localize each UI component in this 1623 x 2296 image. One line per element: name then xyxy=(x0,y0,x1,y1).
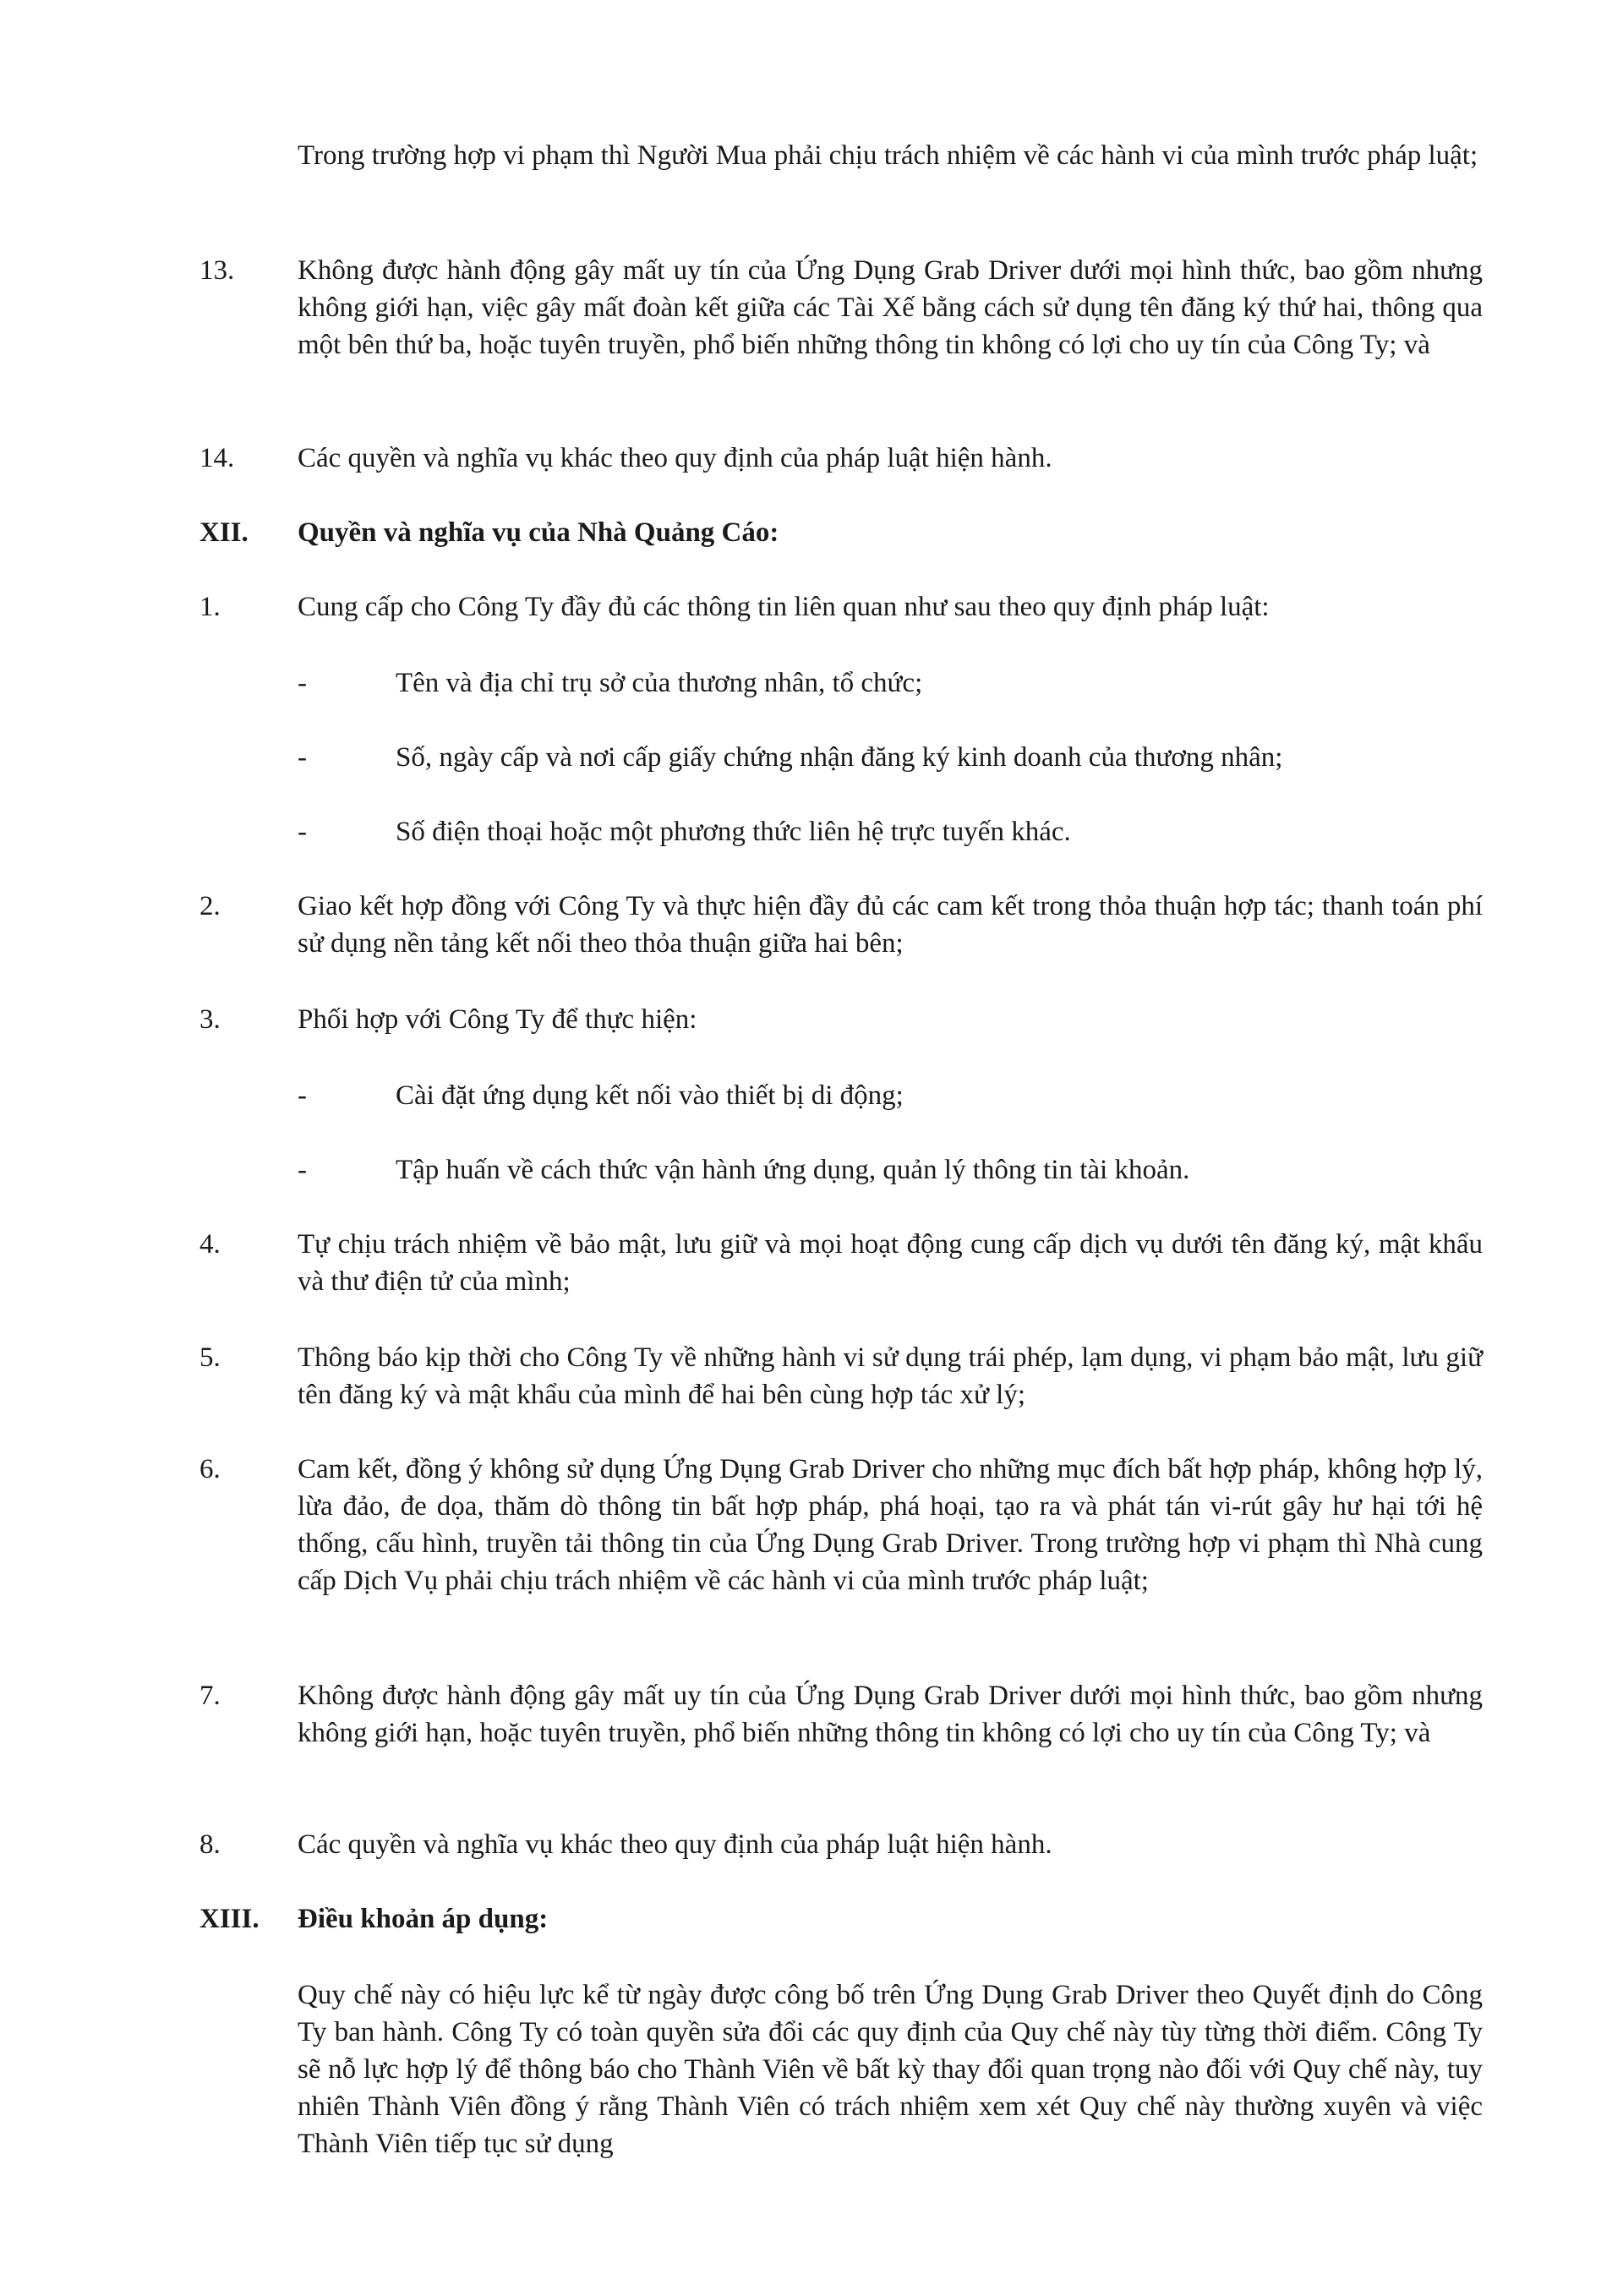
section-heading-xii xyxy=(199,514,1483,551)
item-number: 14. xyxy=(199,443,235,473)
item-text: Không được hành động gây mất uy tín của Ứng Dụng Grab Driver dưới mọi hình thức, bao gồm nhưng không giới hạn, hoặc tuyên truyền, phổ biến những thông tin không có lợi cho uy tín của Công Ty; và xyxy=(298,1681,1483,1748)
list-item-2 xyxy=(199,888,1483,962)
item-text: Thông báo kịp thời cho Công Ty về những hành vi sử dụng trái phép, lạm dụng, vi phạm bảo mật, lưu giữ tên đăng ký và mật khẩu của mình để hai bên cùng hợp tác xử lý; xyxy=(298,1342,1483,1410)
sub-item xyxy=(298,813,1483,850)
sub-item-text: Số điện thoại hoặc một phương thức liên hệ trực tuyến khác. xyxy=(396,817,1071,847)
item-text: Không được hành động gây mất uy tín của Ứng Dụng Grab Driver dưới mọi hình thức, bao gồm nhưng không giới hạn, việc gây mất đoàn kết giữa các Tài Xế bằng cách sử dụng tên đăng ký thứ hai, thông qua một bên thứ ba, hoặc tuyên truyền, phổ biến những thông tin không có lợi cho uy tín của Công Ty; và xyxy=(298,255,1483,360)
sub-item xyxy=(298,1077,1483,1114)
list-item-3 xyxy=(199,1001,1483,1038)
item-number: 4. xyxy=(199,1229,221,1260)
item-text: Các quyền và nghĩa vụ khác theo quy định của pháp luật hiện hành. xyxy=(298,443,1052,473)
item-text: Tự chịu trách nhiệm về bảo mật, lưu giữ và mọi hoạt động cung cấp dịch vụ dưới tên đăng ký, mật khẩu và thư điện tử của mình; xyxy=(298,1229,1483,1297)
dash-marker: - xyxy=(298,1080,307,1111)
list-item-14 xyxy=(199,440,1483,477)
list-item-7 xyxy=(199,1677,1483,1752)
item-number: 7. xyxy=(199,1681,221,1711)
item-text: Cung cấp cho Công Ty đầy đủ các thông tin liên quan như sau theo quy định pháp luật: xyxy=(298,592,1270,622)
sub-item xyxy=(298,664,1483,702)
dash-marker: - xyxy=(298,742,307,773)
item-text: Cam kết, đồng ý không sử dụng Ứng Dụng Grab Driver cho những mục đích bất hợp pháp, không hợp lý, lừa đảo, đe dọa, thăm dò thông tin bất hợp pháp, phá hoại, tạo ra và phát tán vi-rút gây hư hại tới hệ thống, cấu hình, truyền tải thông tin của Ứng Dụng Grab Driver. Trong trường hợp vi phạm thì Nhà cung cấp Dịch Vụ phải chịu trách nhiệm về các hành vi của mình trước pháp luật; xyxy=(298,1454,1483,1596)
section-title: Điều khoản áp dụng: xyxy=(298,1904,549,1934)
list-item-4 xyxy=(199,1226,1483,1300)
item-number: 5. xyxy=(199,1342,221,1373)
section-number: XII. xyxy=(199,517,249,548)
list-item-8 xyxy=(199,1826,1483,1863)
section-number: XIII. xyxy=(199,1904,260,1934)
sub-item-text: Cài đặt ứng dụng kết nối vào thiết bị di động; xyxy=(396,1080,904,1111)
sub-item xyxy=(298,739,1483,776)
dash-marker: - xyxy=(298,817,307,847)
item-text: Phối hợp với Công Ty để thực hiện: xyxy=(298,1004,697,1035)
item-text: Các quyền và nghĩa vụ khác theo quy định của pháp luật hiện hành. xyxy=(298,1829,1052,1860)
sub-item-text: Tập huấn về cách thức vận hành ứng dụng, quản lý thông tin tài khoản. xyxy=(396,1155,1190,1185)
list-item-6 xyxy=(199,1451,1483,1599)
section-title: Quyền và nghĩa vụ của Nhà Quảng Cáo: xyxy=(298,517,779,548)
sub-item-text: Số, ngày cấp và nơi cấp giấy chứng nhận đăng ký kinh doanh của thương nhân; xyxy=(396,742,1283,773)
dash-marker: - xyxy=(298,1155,307,1185)
item-number: 2. xyxy=(199,891,221,921)
list-item-5 xyxy=(199,1339,1483,1413)
item-number: 8. xyxy=(199,1829,221,1860)
item-number: 6. xyxy=(199,1454,221,1484)
list-item-13 xyxy=(199,252,1483,364)
intro-paragraph: Trong trường hợp vi phạm thì Người Mua phải chịu trách nhiệm về các hành vi của mình trước pháp luật; xyxy=(298,140,1478,171)
section-xiii-body: Quy chế này có hiệu lực kể từ ngày được công bố trên Ứng Dụng Grab Driver theo Quyết định do Công Ty ban hành. Công Ty có toàn quyền sửa đổi các quy định của Quy chế này tùy từng thời điểm. Công Ty sẽ nỗ lực hợp lý để thông báo cho Thành Viên về bất kỳ thay đổi quan trọng nào đối với Quy chế này, tuy nhiên Thành Viên đồng ý rằng Thành Viên có trách nhiệm xem xét Quy chế này thường xuyên và việc Thành Viên tiếp tục sử dụng xyxy=(298,1980,1483,2159)
item-text: Giao kết hợp đồng với Công Ty và thực hiện đầy đủ các cam kết trong thỏa thuận hợp tác; thanh toán phí sử dụng nền tảng kết nối theo thỏa thuận giữa hai bên; xyxy=(298,891,1483,959)
list-item-1 xyxy=(199,588,1483,626)
item-number: 3. xyxy=(199,1004,221,1035)
item-number: 13. xyxy=(199,255,235,286)
item-number: 1. xyxy=(199,592,221,622)
dash-marker: - xyxy=(298,668,307,698)
sub-item-text: Tên và địa chỉ trụ sở của thương nhân, tổ chức; xyxy=(396,668,923,698)
sub-item xyxy=(298,1151,1483,1189)
section-heading-xiii xyxy=(199,1900,1483,1938)
